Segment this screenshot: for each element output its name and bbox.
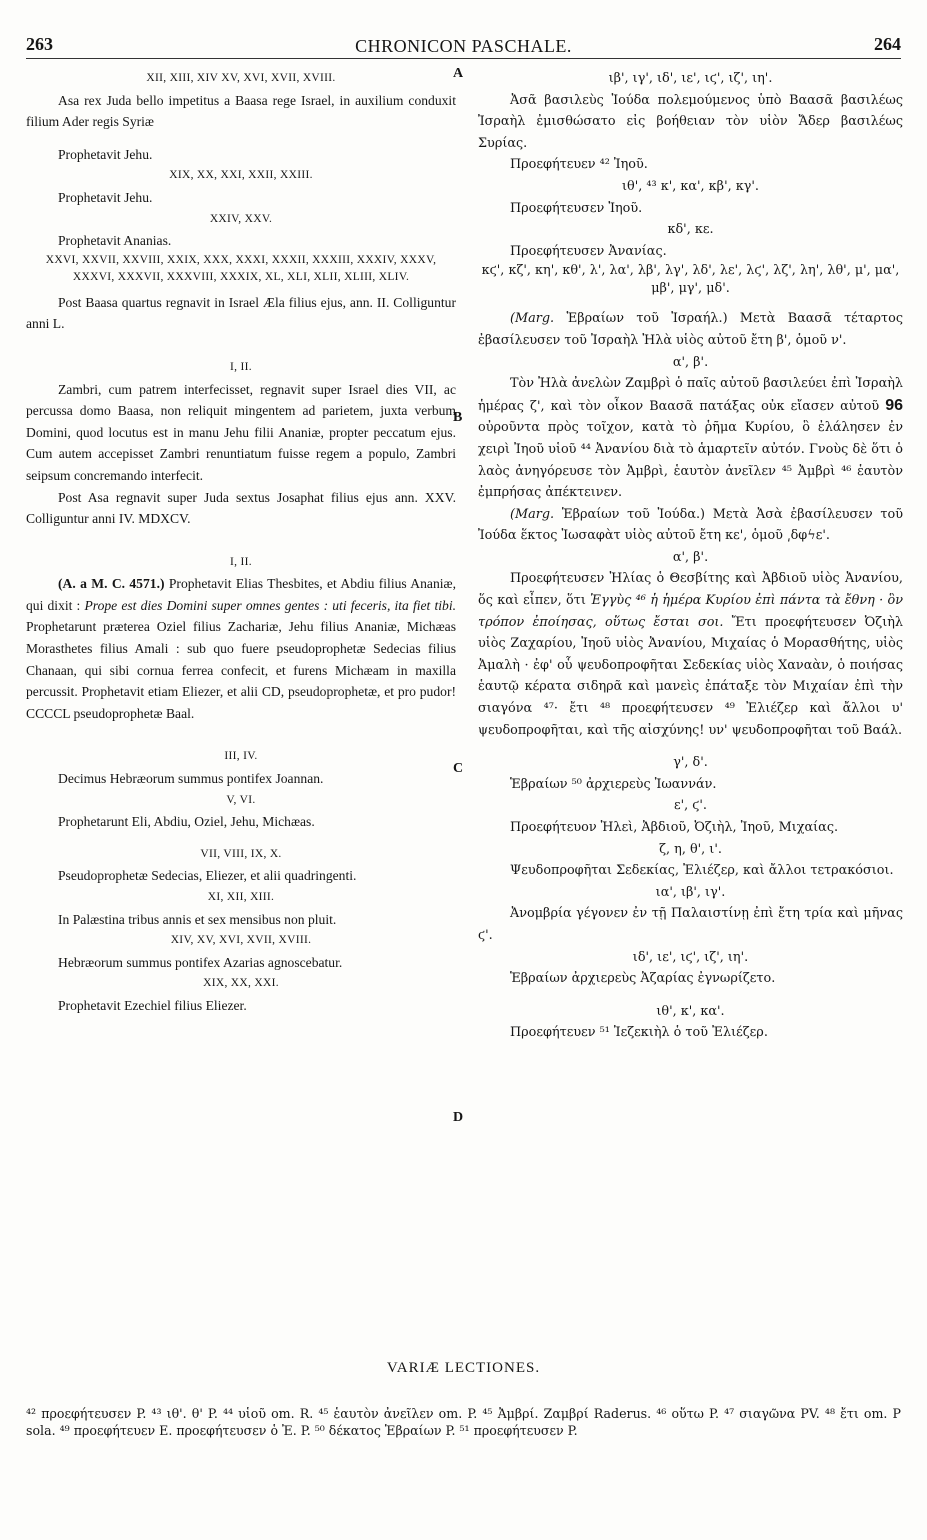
year-list: κϛ', κζ', κη', κθ', λ', λα', λβ', λγ', λδ', λε', λϛ', λζ', λη', λθ', μ', μα', μβ', μγ', μδ'. [481,263,900,297]
greek-paragraph: Προεφήτευεν ⁴² Ἰηοῦ. [510,157,648,173]
page-header [26,34,901,58]
latin-paragraph: (A. a M. C. 4571.) Prophetavit Elias Thesbites, et Abdiu filius Ananiæ, qui dixit : Prope est dies Domini super omnes gentes : uti feceris, ita fiet tibi. Prophetarunt præterea Oziel filius Zachariæ, Jehu filius Ananiæ, Michæas Morasthetes filius Amali : sub quo fuere pseudoprophetæ Sedecias filius Chanaan, qui sibi cornua ferrea confecit, et furens Michæam in maxilla percussit. Prophetavit etiam Eliezer, et alii CD, pseudoprophetæ, et pro pudor! CCCCL pseudoprophetæ Baal. [26,576,456,721]
year-list: ιθ', ⁴³ κ', κα', κβ', κγ'. [622,178,759,194]
latin-paragraph: Post Baasa quartus regnavit in Israel Æla filius ejus, ann. II. Colliguntur anni L. [26,294,456,332]
variae-lectiones-notes: ⁴² προεφήτευσεν P. ⁴³ ιθ'. θ' P. ⁴⁴ υἱοῦ om. R. ⁴⁵ ἑαυτὸν ἀνεῖλεν om. P. ⁴⁵ Ἀμβρί. Ζαμβρί Raderus. ⁴⁶ οὕτω P. ⁴⁷ σιαγῶνα PV. ⁴⁸ ἔτι om. P sola. ⁴⁹ προεφήτευεν Ε. προεφήτευσεν ὁ Ἐ. P. ⁵⁰ δέκατος Ἑβραίων P. ⁵¹ προεφήτευσεν P. [26,1406,901,1438]
latin-paragraph: Prophetarunt Eli, Abdiu, Oziel, Jehu, Michæas. [58,814,315,830]
greek-paragraph: (Marg. Ἑβραίων τοῦ Ἰσραήλ.) Μετὰ Βαασᾶ τέταρτος ἐβασίλευσεν τοῦ Ἰσραὴλ Ἠλὰ υἱὸς αὐτοῦ ἔτη β', ὁμοῦ ν'. [478,311,903,348]
latin-paragraph: In Palæstina tribus annis et sex mensibus non pluit. [58,911,337,927]
prophecy-quote: Ἐγγὺς ⁴⁶ ἡ ἡμέρα Κυρίου ἐπὶ πάντα τὰ ἔθνη · ὃν τρόπον ἐποίησας, οὕτως ἔσται σοι. [478,593,903,630]
year-list: I, II. [230,555,252,568]
anno-mundi-note: (A. a M. C. 4571.) [58,576,165,592]
running-title: CHRONICON PASCHALE. [355,36,572,56]
greek-paragraph: Ἑβραίων ⁵⁰ ἀρχιερεὺς Ἰωαννάν. [510,776,717,792]
greek-paragraph: Ἀσᾶ βασιλεὺς Ἰούδα πολεμούμενος ὑπὸ Βαασᾶ βασιλέως Ἰσραὴλ ἐμισθώσατο εἰς βοήθειαν τὸν υἱὸν Ἄδερ βασιλέως Συρίας. [478,92,903,151]
year-list: ζ, η, θ', ι'. [659,841,722,857]
section-marker-d: D [453,1110,464,1125]
year-list: XIX, XX, XXI, XXII, XXIII. [169,169,313,182]
page-number-left: 263 [26,34,53,54]
prophecy-quote: Prope est dies Domini super omnes gentes : uti feceris, ita fiet tibi. [84,597,456,613]
year-list: III, IV. [224,750,258,763]
year-list: α', β'. [672,354,709,370]
year-list: VII, VIII, IX, X. [200,847,282,860]
page-number-right: 264 [874,34,901,54]
latin-paragraph: Hebræorum summus pontifex Azarias agnoscebatur. [58,954,343,970]
latin-paragraph: Prophetavit Jehu. [58,146,153,162]
year-list: XXVI, XXVII, XXVIII, XXIX, XXX, XXXI, XXXII, XXXIII, XXXIV, XXXV, XXXVI, XXXVII, XXXVIII, XXXIX, XL, XLI, XLII, XLIII, XLIV. [45,253,437,283]
year-list: XIX, XX, XXI. [203,977,279,990]
year-list: ιβ', ιγ', ιδ', ιε', ιϛ', ιζ', ιη'. [608,71,773,86]
greek-paragraph: (Marg. Ἑβραίων τοῦ Ἰούδα.) Μετὰ Ἀσὰ ἐβασίλευσεν τοῦ Ἰούδα ἕκτος Ἰωσαφὰτ υἱὸς αὐτοῦ ἔτη κε', ὁμοῦ ͵δφϟε'. [478,506,903,544]
greek-paragraph: Προεφήτευσεν Ἠλίας ὁ Θεσβίτης καὶ Ἀβδιοῦ υἱὸς Ἀνανίου, ὅς καὶ εἶπεν, ὅτι Ἐγγὺς ⁴⁶ ἡ ἡμέρα Κυρίου ἐπὶ πάντα τὰ ἔθνη · ὃν τρόπον ἐποίησας, οὕτως ἔσται σοι. Ἔτι προεφήτευσεν Ὀζιὴλ υἱὸς Ζαχαρίου, Ἰηοῦ υἱὸς Ἀνανίου, Μιχαίας ὁ Μορασθήτης, υἱὸς Ἀμαλὴ · ἐφ' οὗ ψευδοπροφῆται Σεδεκίας υἱὸς Χαναὰν, ὁ ποιήσας ἑαυτῷ κέρατα σιδηρᾶ καὶ μανεὶς ἐπάταξε τὸν Μιχαίαν ἐπὶ τὴν σιαγόνα ⁴⁷· ἔτι ⁴⁸ προεφήτευσεν ⁴⁹ Ἐλιέζερ καὶ ἄλλοι υ' ψευδοπροφῆται, καὶ τῆς αἰσχύνης! υν' ψευδοπροφῆται τοῦ Βαάλ. [478,571,903,738]
greek-paragraph: Ἑβραίων ἀρχιερεὺς Ἀζαρίας ἐγνωρίζετο. [510,971,776,987]
year-list: ιθ', κ', κα'. [656,1003,725,1019]
variae-lectiones-title: VARIÆ LECTIONES. [386,1360,541,1376]
latin-paragraph: Decimus Hebræorum summus pontifex Joannan. [58,771,324,787]
greek-paragraph: Προεφήτευεν ⁵¹ Ἰεζεκιὴλ ὁ τοῦ Ἐλιέζερ. [510,1025,768,1041]
year-list: XI, XII, XIII. [207,891,275,903]
latin-paragraph: Prophetavit Ananias. [58,233,172,249]
year-list: XIV, XV, XVI, XVII, XVIII. [170,934,312,947]
year-list: XII, XIII, XIV XV, XVI, XVII, XVIII. [146,72,336,84]
page-reference-number: 96 [885,396,903,414]
section-marker-c: C [453,761,464,776]
year-list: γ', δ'. [673,755,708,771]
greek-paragraph: Προεφήτευσεν Ἰηοῦ. [510,200,643,216]
year-list: V, VI. [226,793,256,806]
marginal-note: (Marg. [510,506,555,522]
section-marker-a: A [453,66,464,81]
greek-paragraph: Ψευδοπροφῆται Σεδεκίας, Ἐλιέζερ, καὶ ἄλλοι τετρακόσιοι. [510,863,894,879]
latin-paragraph: Asa rex Juda bello impetitus a Baasa rege Israel, in auxilium conduxit filium Ader regis Syriæ [26,92,456,130]
year-list: κδ', κε. [667,222,714,238]
year-list: XXIV, XXV. [209,212,273,225]
greek-paragraph: Ἀνομβρία γέγονεν ἐν τῇ Παλαιστίνῃ ἐπὶ ἔτη τρία καὶ μῆνας ϛ'. [478,906,903,943]
year-list: I, II. [230,360,252,373]
latin-paragraph: Zambri, cum patrem interfecisset, regnavit super Israel dies VII, ac percussa domo Baasa, non reliquit mingentem ad parietem, juxta verbum Domini, quod locutus est in manu Jehu filii Ananiæ, propter peccatum ejus. Cum autem accepisset Zambri renuntiatum fuisse regem a populo, Zambri seipsum concremando interfecit. [26,381,456,483]
greek-paragraph: Προεφήτευσεν Ἀνανίας. [510,243,667,259]
latin-paragraph: Prophetavit Ezechiel filius Eliezer. [58,997,247,1013]
latin-paragraph: Prophetavit Jehu. [58,189,153,205]
latin-column [26,68,456,1017]
year-list: α', β'. [672,549,709,565]
greek-paragraph: Προεφήτευον Ἠλεὶ, Ἀβδιοῦ, Ὀζιὴλ, Ἰηοῦ, Μιχαίας. [510,820,839,835]
marginal-note: (Marg. [510,311,555,327]
year-list: ιδ', ιε', ιϛ', ιζ', ιη'. [632,949,749,965]
section-marker-b: B [453,410,463,425]
year-list: ια', ιβ', ιγ'. [655,884,726,900]
greek-paragraph: Τὸν Ἠλὰ ἀνελὼν Ζαμβρὶ ὁ παῖς αὐτοῦ βασιλεύει ἐπὶ Ἰσραὴλ ἡμέρας ζ', καὶ τὸν οἶκον Βαασᾶ πατάξας οὐκ εἴασεν αὐτοῦ 96 οὐροῦντα πρὸς τοῖχον, κατὰ τὸ ῥῆμα Κυρίου, ὃ ἐλάλησεν ἐν χειρὶ Ἰηοῦ υἱοῦ ⁴⁴ Ἀνανίου διὰ τὸ ἁμαρτεῖν αὐτόν. Γνοὺς δὲ ὅτι ὁ λαὸς ἀνηγόρευσε τὸν Ἀμβρὶ, ἑαυτὸν ἀνεῖλεν ⁴⁵ Ἀμβρὶ ⁴⁶ ἑαυτὸν ἐμπρήσας ἀπέκτεινεν. [478,376,903,501]
greek-column [478,68,903,1044]
year-list: ε', ϛ'. [673,798,708,814]
latin-paragraph: Post Asa regnavit super Juda sextus Josaphat filius ejus ann. XXV. Colliguntur anni IV. MDXCV. [26,489,456,527]
latin-paragraph: Pseudoprophetæ Sedecias, Eliezer, et alii quadringenti. [58,868,357,884]
header-rule [26,58,901,59]
